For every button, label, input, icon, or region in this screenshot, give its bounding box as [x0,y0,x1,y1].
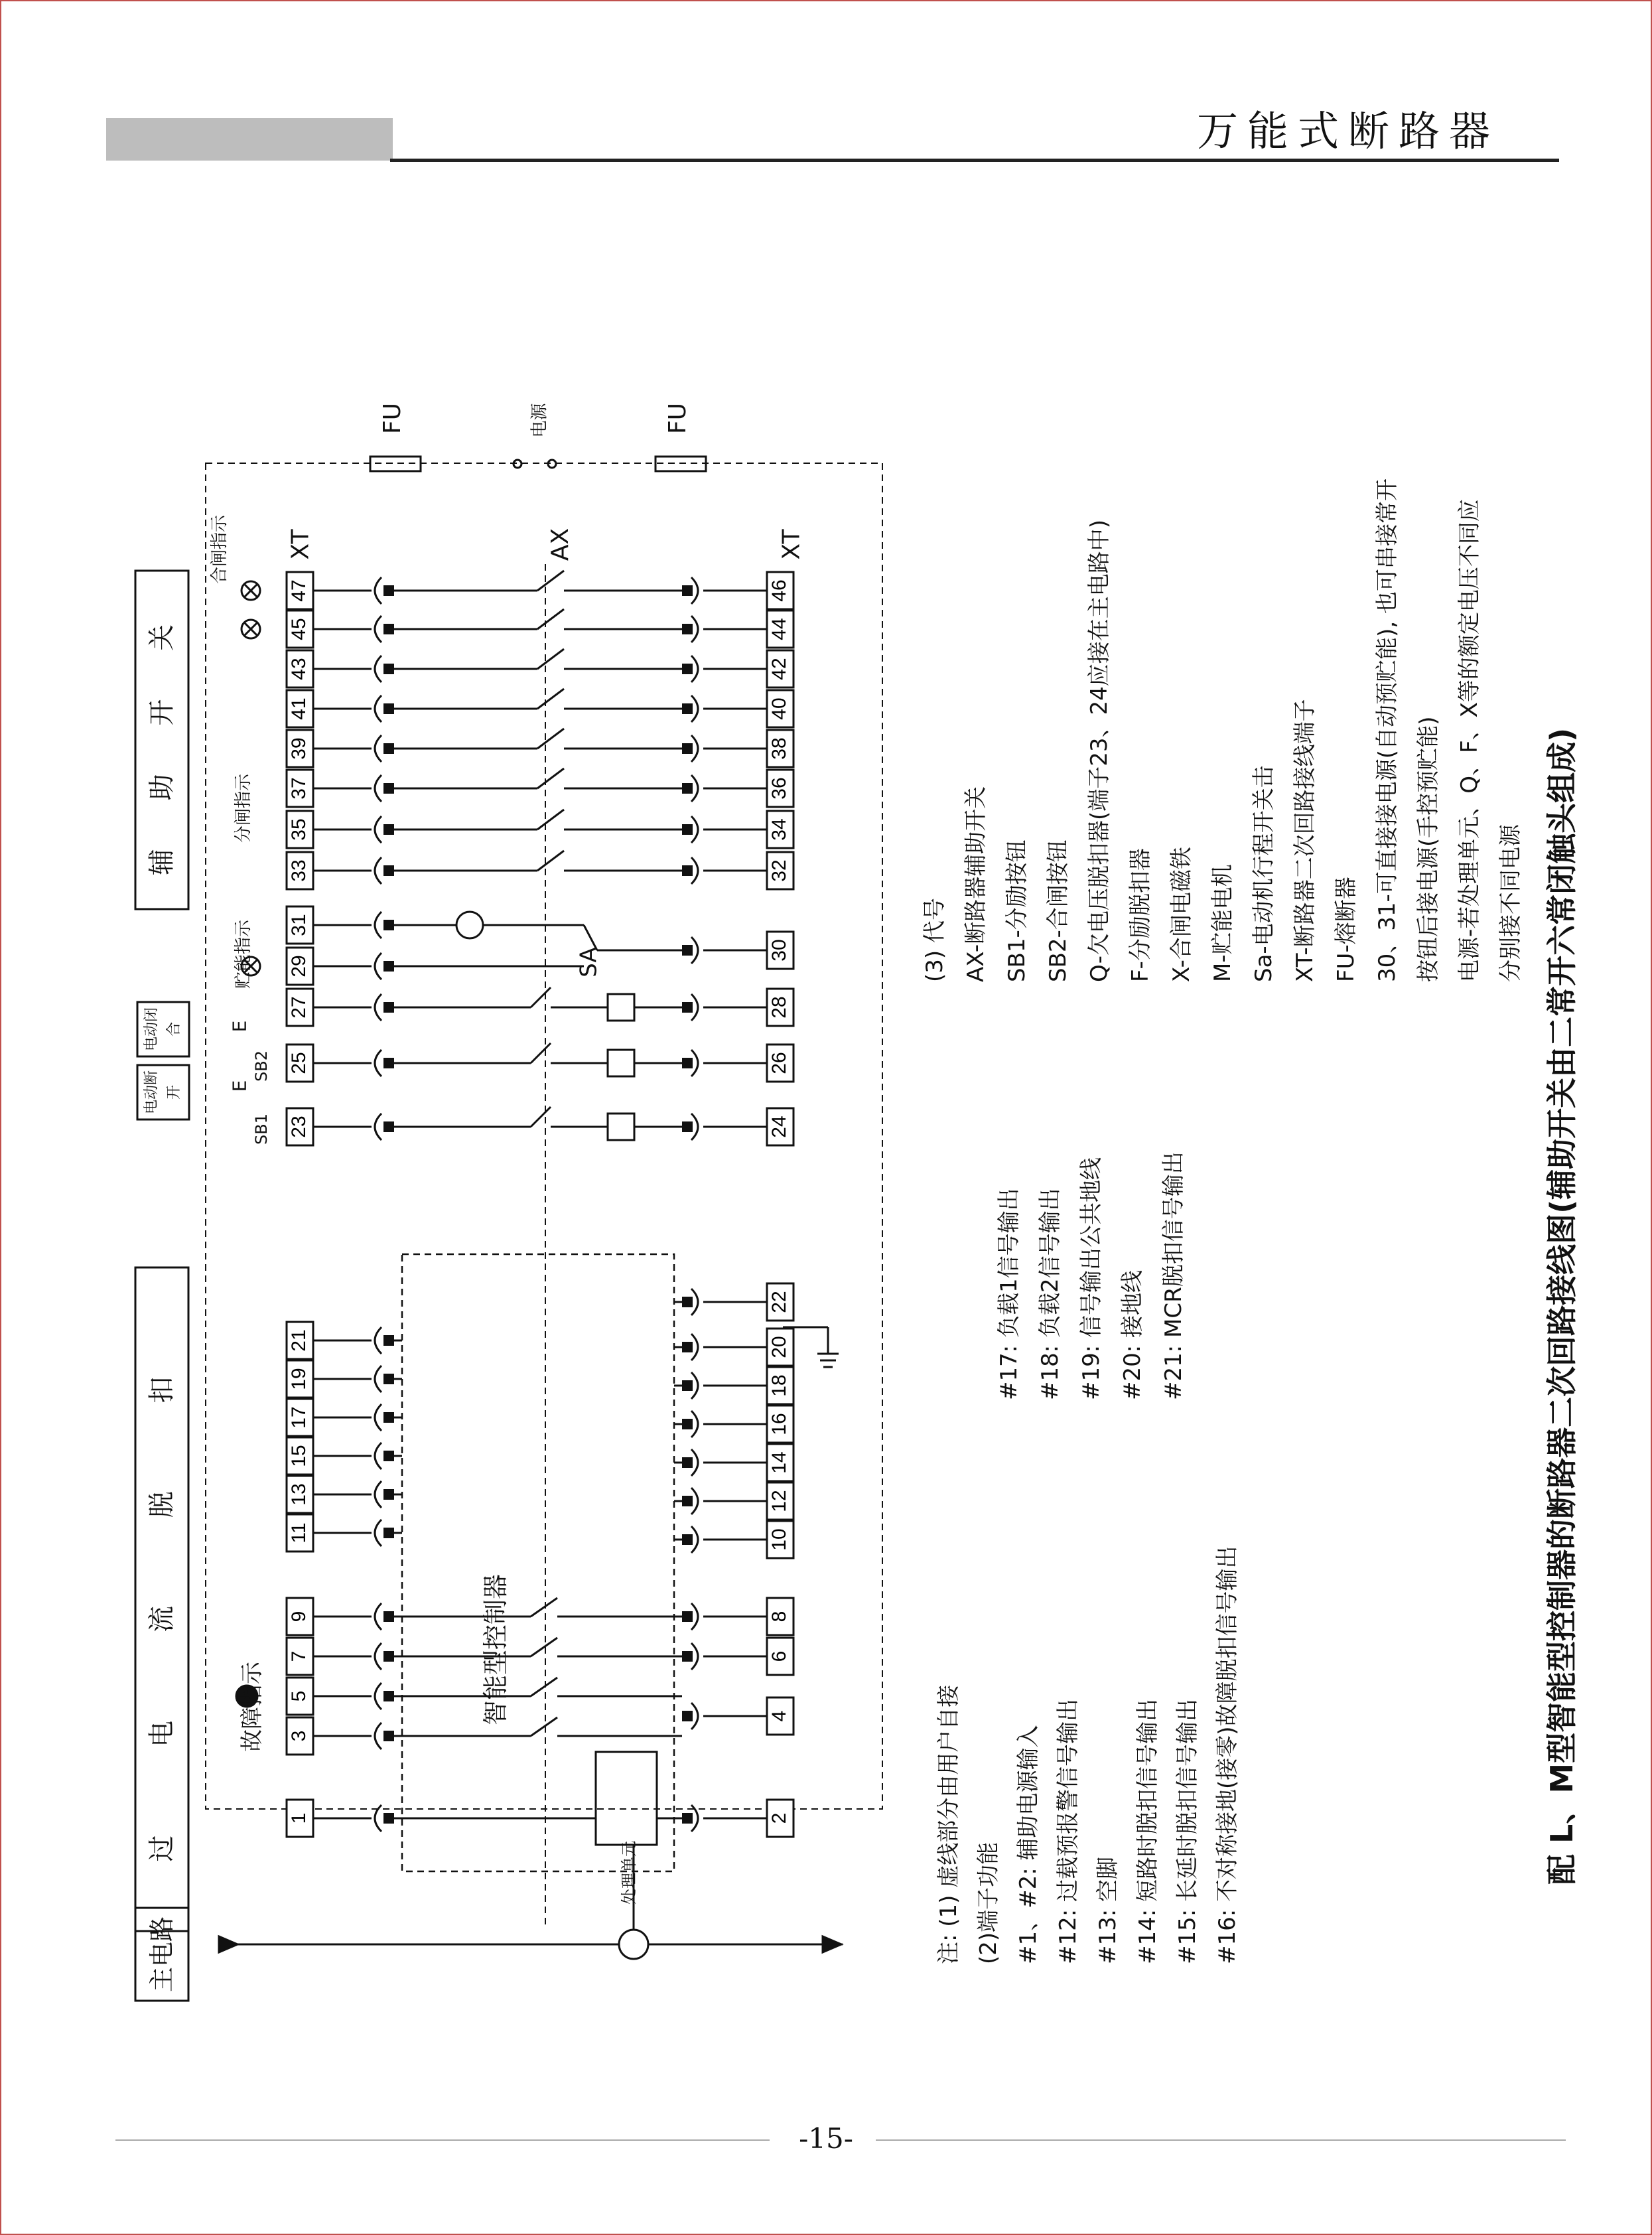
sb1-label: SB1 [252,1114,271,1145]
note-line: #1、#2: 辅助电源输入 [1015,1725,1042,1964]
connector-pin [682,1813,693,1824]
header-title: 万能式断路器 [1196,107,1499,155]
connector-pin [682,783,693,794]
connector-pin [682,585,693,596]
connector-pin [682,624,693,634]
connector-pin [383,585,394,596]
coil-box [608,1114,634,1140]
svg-text:17: 17 [287,1406,310,1429]
svg-text:46: 46 [768,579,790,602]
svg-text:11: 11 [287,1522,310,1544]
svg-text:45: 45 [287,618,310,640]
current-transformer [619,1930,648,1959]
connector-pin [682,703,693,714]
note-line: #19: 信号输出公共地线 [1078,1157,1105,1400]
note-line: #16: 不对称接地(接零)故障脱扣信号输出 [1214,1546,1241,1964]
connector-pin [383,961,394,972]
connector-pin [383,703,394,714]
note-line: #15: 长延时脱扣信号输出 [1174,1698,1201,1964]
connector-pin [682,945,693,956]
svg-text:16: 16 [768,1413,790,1435]
footer-rule-right [876,2139,1566,2141]
connector-pin [682,1002,693,1013]
note-line: 30、31-可直接接电源(自动预贮能), 也可串接常开 [1374,478,1401,982]
svg-text:32: 32 [768,859,790,882]
connector-pin [682,1380,693,1391]
note-line: SB2-合闸按钮 [1045,839,1071,982]
svg-text:6: 6 [768,1650,790,1662]
note-line: XT-断路器二次回路接线端子 [1292,699,1318,982]
note-line: FU-熔断器 [1333,877,1359,982]
connector-pin [383,1489,394,1500]
connector-pin [383,1374,394,1384]
svg-text:36: 36 [768,777,790,800]
note-line: (2)端子功能 [975,1841,1002,1964]
connector-pin [682,1711,693,1721]
open-indicator-label: 分闸指示 [234,773,253,843]
svg-text:26: 26 [768,1052,790,1074]
connector-pin [682,1419,693,1429]
e-label-2: E [228,1020,251,1033]
note-line: #21: MCR脱扣信号输出 [1160,1151,1187,1400]
connector-pin [383,1691,394,1701]
caption: 配 L、M型智能型控制器的断路器二次回路接线图(辅助开关由二常开六常闭触头组成) [1544,727,1580,1885]
svg-text:25: 25 [287,1052,310,1074]
sa-label: SA [575,947,602,977]
connector-pin [682,1121,693,1132]
svg-text:24: 24 [768,1116,790,1138]
note-line: SB1-分励按钮 [1004,839,1030,982]
notes-middle [989,1151,1194,1400]
connector-pin [682,664,693,674]
energy-indicator-label: 贮能指示 [234,919,253,989]
connector-pin [383,624,394,634]
svg-text:42: 42 [768,658,790,680]
main-circuit-arrow-in [219,1936,238,1952]
svg-text:41: 41 [287,697,310,720]
motor-close-label: 电动闭合 [143,1007,182,1052]
e-label-1: E [228,1080,251,1092]
xt-top-label: XT [287,529,314,560]
svg-text:43: 43 [287,658,310,680]
svg-text:28: 28 [768,996,790,1019]
close-indicator-label: 合闸指示 [210,514,230,584]
connector-pin [682,1457,693,1468]
connector-pin [383,664,394,674]
connector-pin [682,1342,693,1352]
connector-pin [682,1611,693,1622]
xt-bottom-label: XT [778,529,805,560]
note-line: #14: 短路时脱扣信号输出 [1135,1698,1161,1964]
main-circuit-label: 主电路 [147,1916,176,1993]
note-line: (3) 代号 [922,898,948,982]
connector-pin [383,1813,394,1824]
svg-text:29: 29 [287,955,310,977]
connector-pin [383,1651,394,1662]
note-line: F-分励脱扣器 [1127,848,1154,982]
svg-text:9: 9 [287,1611,310,1622]
svg-text:33: 33 [287,859,310,882]
connector-pin [383,783,394,794]
svg-text:39: 39 [287,737,310,760]
note-line: Sa-电动机行程开关击 [1251,765,1277,982]
note-line: #13: 空脚 [1095,1856,1121,1964]
note-line: #12: 过载预报警信号输出 [1055,1698,1081,1964]
processing-unit-box [596,1752,657,1845]
connector-pin [383,865,394,876]
svg-text:12: 12 [768,1490,790,1512]
svg-text:3: 3 [287,1730,310,1742]
coil-box [608,994,634,1021]
svg-text:47: 47 [287,579,310,602]
connector-pin [682,1297,693,1307]
motor-open-label: 电动断开 [143,1070,182,1115]
aux-switch-label: 辅 助 开 关 [147,604,177,876]
note-line: Q-欠电压脱扣器(端子23、24应接在主电路中) [1086,519,1113,982]
svg-text:19: 19 [287,1368,310,1390]
svg-text:13: 13 [287,1483,310,1506]
svg-text:30: 30 [768,939,790,962]
connector-pin [682,1496,693,1506]
main-circuit-arrow-out [823,1936,841,1952]
svg-text:14: 14 [768,1451,790,1474]
coil-box [608,1050,634,1076]
connector-pin [383,1731,394,1741]
svg-text:1: 1 [287,1812,310,1824]
overcurrent-label: 过 电 流 脱 扣 [147,1336,177,1862]
fault-indicator-label: 故障指示 [239,1662,265,1752]
svg-text:7: 7 [287,1650,310,1662]
connector-pin [682,824,693,835]
svg-text:37: 37 [287,777,310,800]
fu-left-label: FU [379,402,407,435]
footer-rule-left [115,2139,770,2141]
note-line: 注: (1) 虚线部分由用户自接 [935,1684,962,1964]
svg-text:23: 23 [287,1116,310,1138]
connector-pin [682,865,693,876]
svg-text:35: 35 [287,818,310,841]
svg-text:31: 31 [287,914,310,936]
connector-pin [682,1651,693,1662]
svg-text:8: 8 [768,1611,790,1622]
connector-pin [383,1611,394,1622]
controller-dashed-box [402,1254,674,1871]
svg-text:40: 40 [768,697,790,720]
svg-text:21: 21 [287,1329,310,1352]
note-line: 分别接不同电源 [1497,824,1524,982]
connector-pin [383,1058,394,1068]
note-line: AX-断路器辅助开关 [963,786,989,982]
note-line: X-合闸电磁铁 [1168,847,1195,982]
power-label: 电源 [529,403,550,438]
connector-pin [682,743,693,754]
svg-text:15: 15 [287,1445,310,1467]
fu-right-label: FU [664,402,692,435]
notes-left [929,1546,1247,1964]
svg-text:18: 18 [768,1374,790,1397]
svg-text:38: 38 [768,737,790,760]
connector-pin [383,1335,394,1346]
connector-pin [682,1534,693,1545]
ax-label: AX [547,528,575,561]
svg-text:27: 27 [287,996,310,1019]
connector-pin [383,1451,394,1461]
notes-right [914,478,1531,982]
svg-text:20: 20 [768,1336,790,1358]
page-number: -15- [799,2122,853,2155]
sb2-label: SB2 [252,1050,271,1082]
svg-text:10: 10 [768,1528,790,1551]
connector-pin [383,743,394,754]
connector-pin [383,1121,394,1132]
svg-text:22: 22 [768,1291,790,1313]
connector-pin [383,1002,394,1013]
processing-unit-label: 处理单元 [620,1841,638,1905]
svg-text:34: 34 [768,818,790,841]
svg-text:44: 44 [768,618,790,640]
svg-text:4: 4 [768,1710,790,1722]
controller-label: 智能型控制器 [481,1573,510,1725]
svg-text:2: 2 [768,1812,790,1824]
connector-pin [682,1058,693,1068]
connector-pin [383,824,394,835]
note-line: #18: 负载2信号输出 [1037,1188,1064,1400]
svg-text:5: 5 [287,1690,310,1702]
note-line: 按钮后接电源(手控预贮能) [1415,716,1442,982]
note-line: #20: 接地线 [1119,1269,1146,1400]
connector-pin [383,1412,394,1423]
note-line: M-贮能电机 [1209,864,1236,982]
connector-pin [383,920,394,930]
note-line: #17: 负载1信号输出 [996,1188,1022,1400]
note-line: 电源-若处理单元、Q、F、X等的额定电压不同应 [1456,499,1483,982]
connector-pin [383,1528,394,1538]
